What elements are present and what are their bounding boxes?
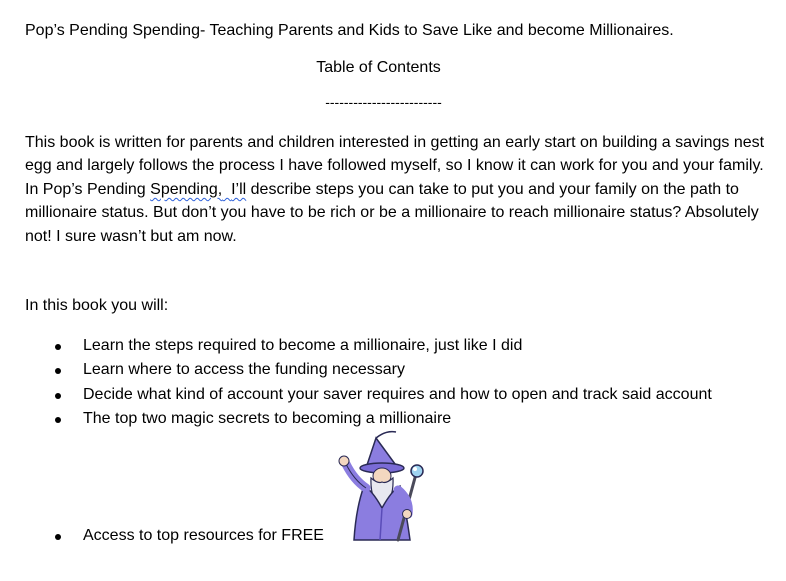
intro-paragraph	[25, 131, 770, 248]
flagged-space	[222, 181, 231, 198]
list-item	[0, 383, 712, 407]
bullet-icon	[55, 344, 61, 350]
list-item	[0, 524, 324, 548]
spellcheck-flagged-text[interactable]	[150, 181, 246, 198]
list-item-text: Access to top resources for FREE	[83, 527, 324, 544]
bullet-icon	[55, 368, 61, 374]
bullet-icon	[55, 417, 61, 423]
list-intro: In this book you will:	[25, 297, 169, 314]
wizard-illustration	[326, 428, 430, 546]
list-item	[0, 358, 712, 382]
flagged-word: Spending,	[150, 180, 223, 198]
list-item-text: The top two magic secrets to becoming a millionaire	[83, 410, 452, 428]
list-item	[0, 334, 712, 358]
bullet-icon	[55, 534, 61, 540]
list-item-text: Decide what kind of account your saver requires and how to open and track said account	[83, 385, 712, 403]
document-title: Pop’s Pending Spending- Teaching Parents and Kids to Save Like and become Millionaires.	[25, 22, 674, 39]
paragraph-text-2: describe steps you can take to put you and your family on the path to millionaire status. But don’t you have to be rich or be a millionaire to reach millionaire status? Absolutely not! I sure wasn’t but am now.	[25, 180, 759, 245]
bullet-icon	[55, 393, 61, 399]
list-item-text: Learn the steps required to become a millionaire, just like I did	[83, 337, 523, 354]
list-item-text: Learn where to access the funding necessary	[83, 361, 405, 379]
bullet-list	[0, 334, 712, 432]
paragraph-text-1: This book is written for parents and children interested in getting an early start on building a savings nest egg and largely follows the process I have followed myself, so I know it can work for you and your family. In Pop’s Pending	[25, 134, 765, 198]
toc-heading: Table of Contents	[316, 59, 441, 76]
bullet-list-continued	[0, 524, 324, 548]
flagged-word-2: I’ll	[231, 180, 247, 198]
divider-line: -------------------------	[325, 94, 442, 110]
